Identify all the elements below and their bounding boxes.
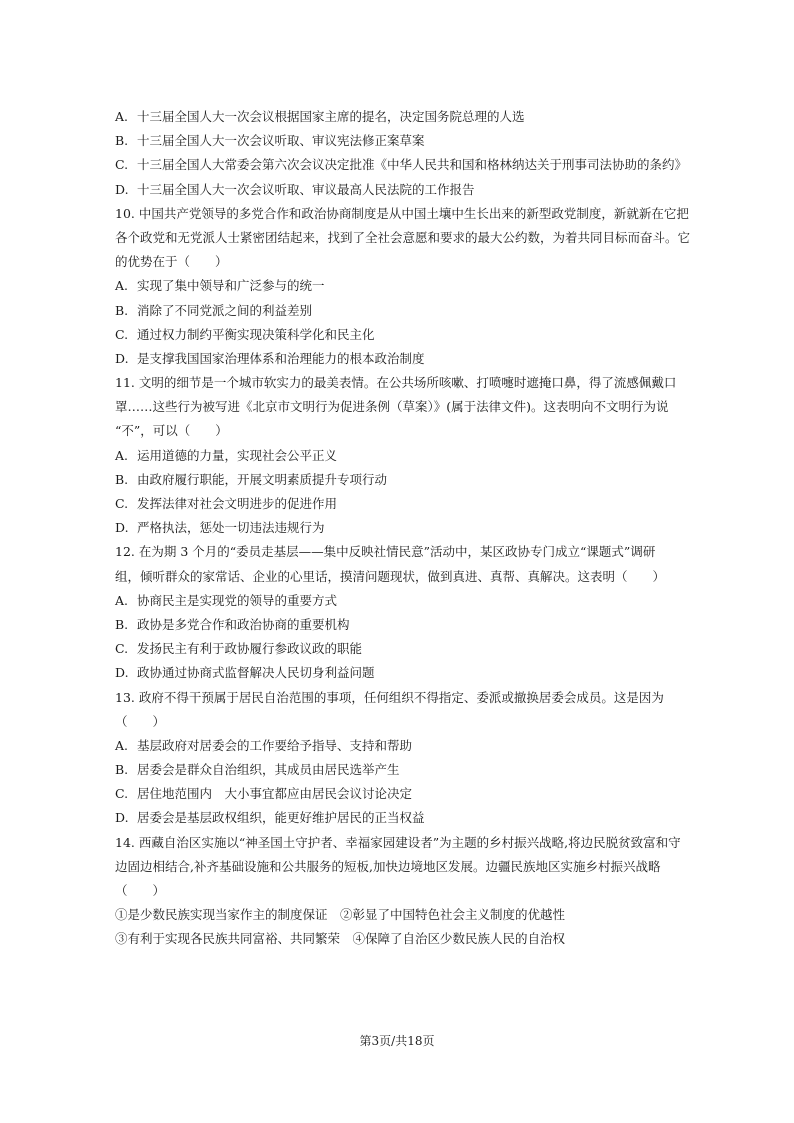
question-14 xyxy=(115,831,690,952)
q13-option-a[interactable] xyxy=(115,734,690,758)
option-letter: B. xyxy=(115,133,129,149)
q9-options xyxy=(115,105,690,202)
question-12 xyxy=(115,540,690,685)
question-stem-line: （ ） xyxy=(115,713,166,729)
option-letter: B. xyxy=(115,302,129,318)
q10-option-d[interactable] xyxy=(115,347,690,371)
question-11 xyxy=(115,371,690,540)
option-letter: B. xyxy=(115,471,129,487)
option-text: 政协通过协商式监督解决人民切身利益问题 xyxy=(137,665,375,681)
option-letter: B. xyxy=(115,616,129,632)
option-letter: D. xyxy=(115,350,129,366)
question-stem-line: 边固边相结合,补齐基础设施和公共服务的短板,加快边境地区发展。边疆民族地区实施乡村振兴战略 xyxy=(115,858,661,874)
option-letter: C. xyxy=(115,326,129,342)
question-stem-line: 11. 文明的细节是一个城市软实力的最美表情。在公共场所咳嗽、打喷嚏时遮掩口鼻，得了流感佩戴口 xyxy=(115,375,677,391)
q12-option-a[interactable] xyxy=(115,589,690,613)
option-text: 协商民主是实现党的领导的重要方式 xyxy=(137,592,338,608)
option-letter: C. xyxy=(115,786,129,802)
option-text: 发扬民主有利于政协履行参政议政的职能 xyxy=(137,641,363,657)
page-number-footer: 第3页/共18页 xyxy=(359,1034,435,1048)
q13-option-c[interactable] xyxy=(115,782,690,806)
option-letter: A. xyxy=(115,592,129,608)
q14-choice-line: ③有利于实现各民族共同富裕、共同繁荣 ④保障了自治区少数民族人民的自治权 xyxy=(115,931,566,947)
option-letter: D. xyxy=(115,810,129,826)
q13-option-d[interactable] xyxy=(115,806,690,830)
option-letter: C. xyxy=(115,641,129,657)
q13-option-b[interactable] xyxy=(115,758,690,782)
exam-page-content xyxy=(115,105,690,952)
option-letter: D. xyxy=(115,665,129,681)
question-stem-line: 13. 政府不得干预属于居民自治范围的事项，任何组织不得指定、委派或撤换居委会成员。这是因为 xyxy=(115,689,664,705)
option-text: 政协是多党合作和政治协商的重要机构 xyxy=(137,616,350,632)
q9-option-c[interactable] xyxy=(115,153,690,177)
option-text: 居委会是基层政权组织，能更好维护居民的正当权益 xyxy=(137,810,425,826)
option-text: 十三届全国人大一次会议根据国家主席的提名，决定国务院总理的人选 xyxy=(137,109,525,124)
question-stem-line: （ ） xyxy=(115,883,166,898)
option-letter: A. xyxy=(115,737,129,753)
option-text: 居住地范围内 大小事宜都应由居民会议讨论决定 xyxy=(137,786,413,802)
question-stem-line: 组，倾听群众的家常话、企业的心里话，摸清问题现状，做到真进、真帮、真解决。这表明（ ） xyxy=(115,568,666,584)
q12-option-d[interactable] xyxy=(115,661,690,685)
option-letter: A. xyxy=(115,447,129,463)
option-text: 运用道德的力量，实现社会公平正义 xyxy=(137,447,338,463)
option-text: 居委会是群众自治组织，其成员由居民选举产生 xyxy=(137,762,400,778)
q12-option-c[interactable] xyxy=(115,637,690,661)
option-text: 通过权力制约平衡实现决策科学化和民主化 xyxy=(137,326,375,342)
question-stem-line: “不”，可以（ ） xyxy=(115,423,228,439)
q10-option-c[interactable] xyxy=(115,323,690,347)
option-text: 十三届全国人大一次会议听取、审议最高人民法院的工作报告 xyxy=(137,181,475,197)
option-letter: A. xyxy=(115,109,129,124)
question-stem-line: 罩……这些行为被写进《北京市文明行为促进条例（草案）》(属于法律文件)。这表明向不文明行为说 xyxy=(115,399,669,415)
q9-option-d[interactable] xyxy=(115,178,690,202)
option-letter: C. xyxy=(115,496,129,511)
option-text: 实现了集中领导和广泛参与的统一 xyxy=(137,278,325,294)
q11-option-c[interactable] xyxy=(115,492,690,516)
option-text: 消除了不同党派之间的利益差别 xyxy=(137,302,313,318)
q9-option-b[interactable] xyxy=(115,129,690,153)
option-text: 基层政府对居委会的工作要给予指导、支持和帮助 xyxy=(137,737,413,753)
q10-option-a[interactable] xyxy=(115,274,690,298)
question-10 xyxy=(115,202,690,371)
q12-option-b[interactable] xyxy=(115,613,690,637)
question-stem-line: 各个政党和无党派人士紧密团结起来，找到了全社会意愿和要求的最大公约数，为着共同目标而奋斗。它 xyxy=(115,229,691,245)
question-stem-line: 的优势在于（ ） xyxy=(115,254,228,270)
q11-option-d[interactable] xyxy=(115,516,690,540)
option-letter: D. xyxy=(115,181,129,197)
option-letter: D. xyxy=(115,520,129,536)
option-text: 是支撑我国国家治理体系和治理能力的根本政治制度 xyxy=(137,350,425,366)
q9-option-a[interactable] xyxy=(115,105,690,129)
q14-choice-line: ①是少数民族实现当家作主的制度保证 ②彰显了中国特色社会主义制度的优越性 xyxy=(115,907,566,923)
option-text: 十三届全国人大常委会第六次会议决定批准《中华人民共和国和格林纳达关于刑事司法协助的条约》 xyxy=(137,157,688,173)
option-text: 十三届全国人大一次会议听取、审议宪法修正案草案 xyxy=(137,133,425,149)
q10-option-b[interactable] xyxy=(115,299,690,323)
question-stem-line: 12. 在为期 3 个月的“委员走基层——集中反映社情民意”活动中，某区政协专门成立“课题式”调研 xyxy=(115,544,656,560)
option-letter: B. xyxy=(115,762,129,778)
option-letter: A. xyxy=(115,278,129,294)
q11-option-b[interactable] xyxy=(115,468,690,492)
option-text: 严格执法，惩处一切违法违规行为 xyxy=(137,520,325,536)
question-stem-line: 14. 西藏自治区实施以“神圣国土守护者、幸福家园建设者”为主题的乡村振兴战略,将边民脱贫致富和守 xyxy=(115,834,681,850)
option-text: 发挥法律对社会文明进步的促进作用 xyxy=(137,496,338,511)
question-13 xyxy=(115,686,690,831)
question-stem-line: 10. 中国共产党领导的多党合作和政治协商制度是从中国土壤中生长出来的新型政党制度，新就新在它把 xyxy=(115,205,689,221)
option-text: 由政府履行职能，开展文明素质提升专项行动 xyxy=(137,471,388,487)
q11-option-a[interactable] xyxy=(115,444,690,468)
option-letter: C. xyxy=(115,157,129,173)
